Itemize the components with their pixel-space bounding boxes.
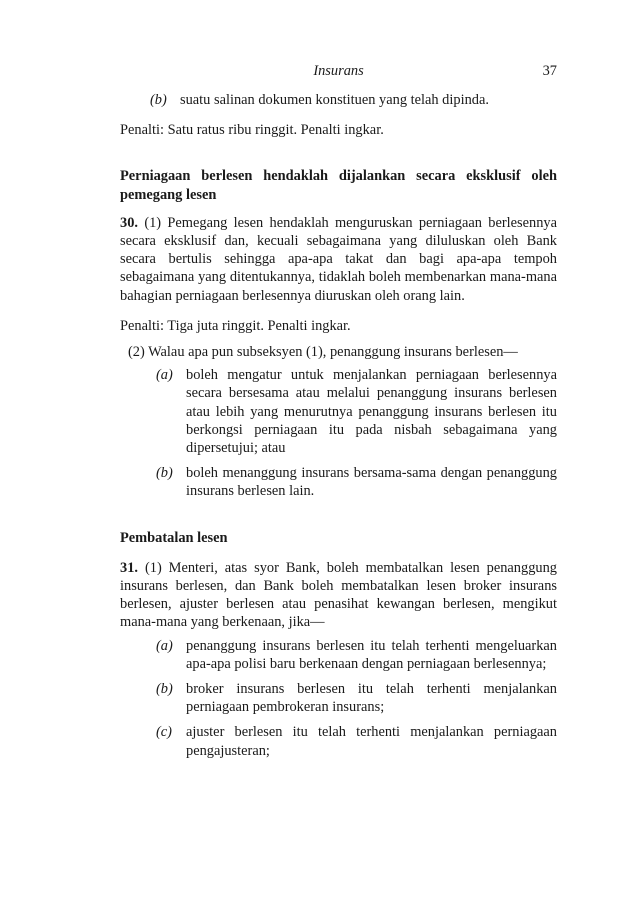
section-30-items (156, 366, 557, 500)
running-header (120, 62, 557, 82)
item-text: ajuster berlesen itu telah terhenti menjalankan perniagaan pengajusteran; (186, 724, 557, 759)
list-item (156, 680, 557, 716)
page (120, 62, 557, 760)
item-text: broker insurans berlesen itu telah terhenti menjalankan perniagaan pembrokeran insurans; (186, 681, 557, 716)
item-label: (b) (156, 681, 173, 698)
penalty-text: Penalti: Satu ratus ribu ringgit. Penalti ingkar. (120, 122, 384, 139)
item-text: boleh menanggung insurans bersama-sama dengan penanggung insurans berlesen lain. (186, 465, 557, 500)
section-31-items (156, 637, 557, 760)
item-label: (b) (150, 92, 167, 108)
item-label: (b) (156, 465, 173, 482)
page-number: 37 (542, 63, 557, 79)
list-item (150, 91, 557, 109)
item-label: (c) (156, 724, 172, 741)
list-item (156, 637, 557, 673)
item-label: (a) (156, 367, 173, 384)
item-text: suatu salinan dokumen konstituen yang telah dipinda. (180, 92, 489, 108)
section-number: 30. (120, 214, 138, 231)
section-30-subsection-2: (2) Walau apa pun subseksyen (1), penanggung insurans berlesen— (128, 344, 518, 361)
section-30-heading: Perniagaan berlesen hendaklah dijalankan secara eksklusif oleh pemegang lesen (120, 168, 557, 203)
section-30-subsection-1 (120, 214, 557, 305)
item-label: (a) (156, 637, 173, 654)
list-item (156, 464, 557, 500)
running-title: Insurans (313, 63, 364, 79)
item-text: penanggung insurans berlesen itu telah terhenti mengeluarkan apa-apa polisi baru berkenaan dengan perniagaan berlesennya; (186, 637, 557, 672)
subsection-text: (1) Pemegang lesen hendaklah menguruskan perniagaan berlesennya secara eksklusif dan, kecuali sebagaimana yang diluluskan oleh Bank secara bertulis sehingga apa-apa takat dan bagi apa-apa tempoh sebagaimana yang ditentukannya, tidaklah boleh membenarkan mana-mana bahagian perniagaan berlesennya diuruskan oleh orang lain. (120, 214, 557, 304)
item-text: boleh mengatur untuk menjalankan perniagaan berlesennya secara bersesama atau melalui penanggung insurans berlesen atau lebih yang menurutnya penanggung insurans berlesen itu berkongsi perniagaan itu pada nisbah sebagaimana yang dipersetujui; atau (186, 367, 557, 457)
section-number: 31. (120, 559, 138, 576)
subsection-text: (1) Menteri, atas syor Bank, boleh membatalkan lesen penanggung insurans berlesen, dan Bank boleh membatalkan lesen broker insurans berlesen, ajuster berlesen atau penasihat kewangan berlesen, mengikut mana-mana yang berkenaan, jika— (120, 559, 557, 631)
section-31-subsection-1 (120, 559, 557, 632)
section-31-heading: Pembatalan lesen (120, 529, 228, 546)
list-item (156, 723, 557, 759)
section-30-penalty: Penalti: Tiga juta ringgit. Penalti ingkar. (120, 317, 351, 334)
list-item (156, 366, 557, 457)
